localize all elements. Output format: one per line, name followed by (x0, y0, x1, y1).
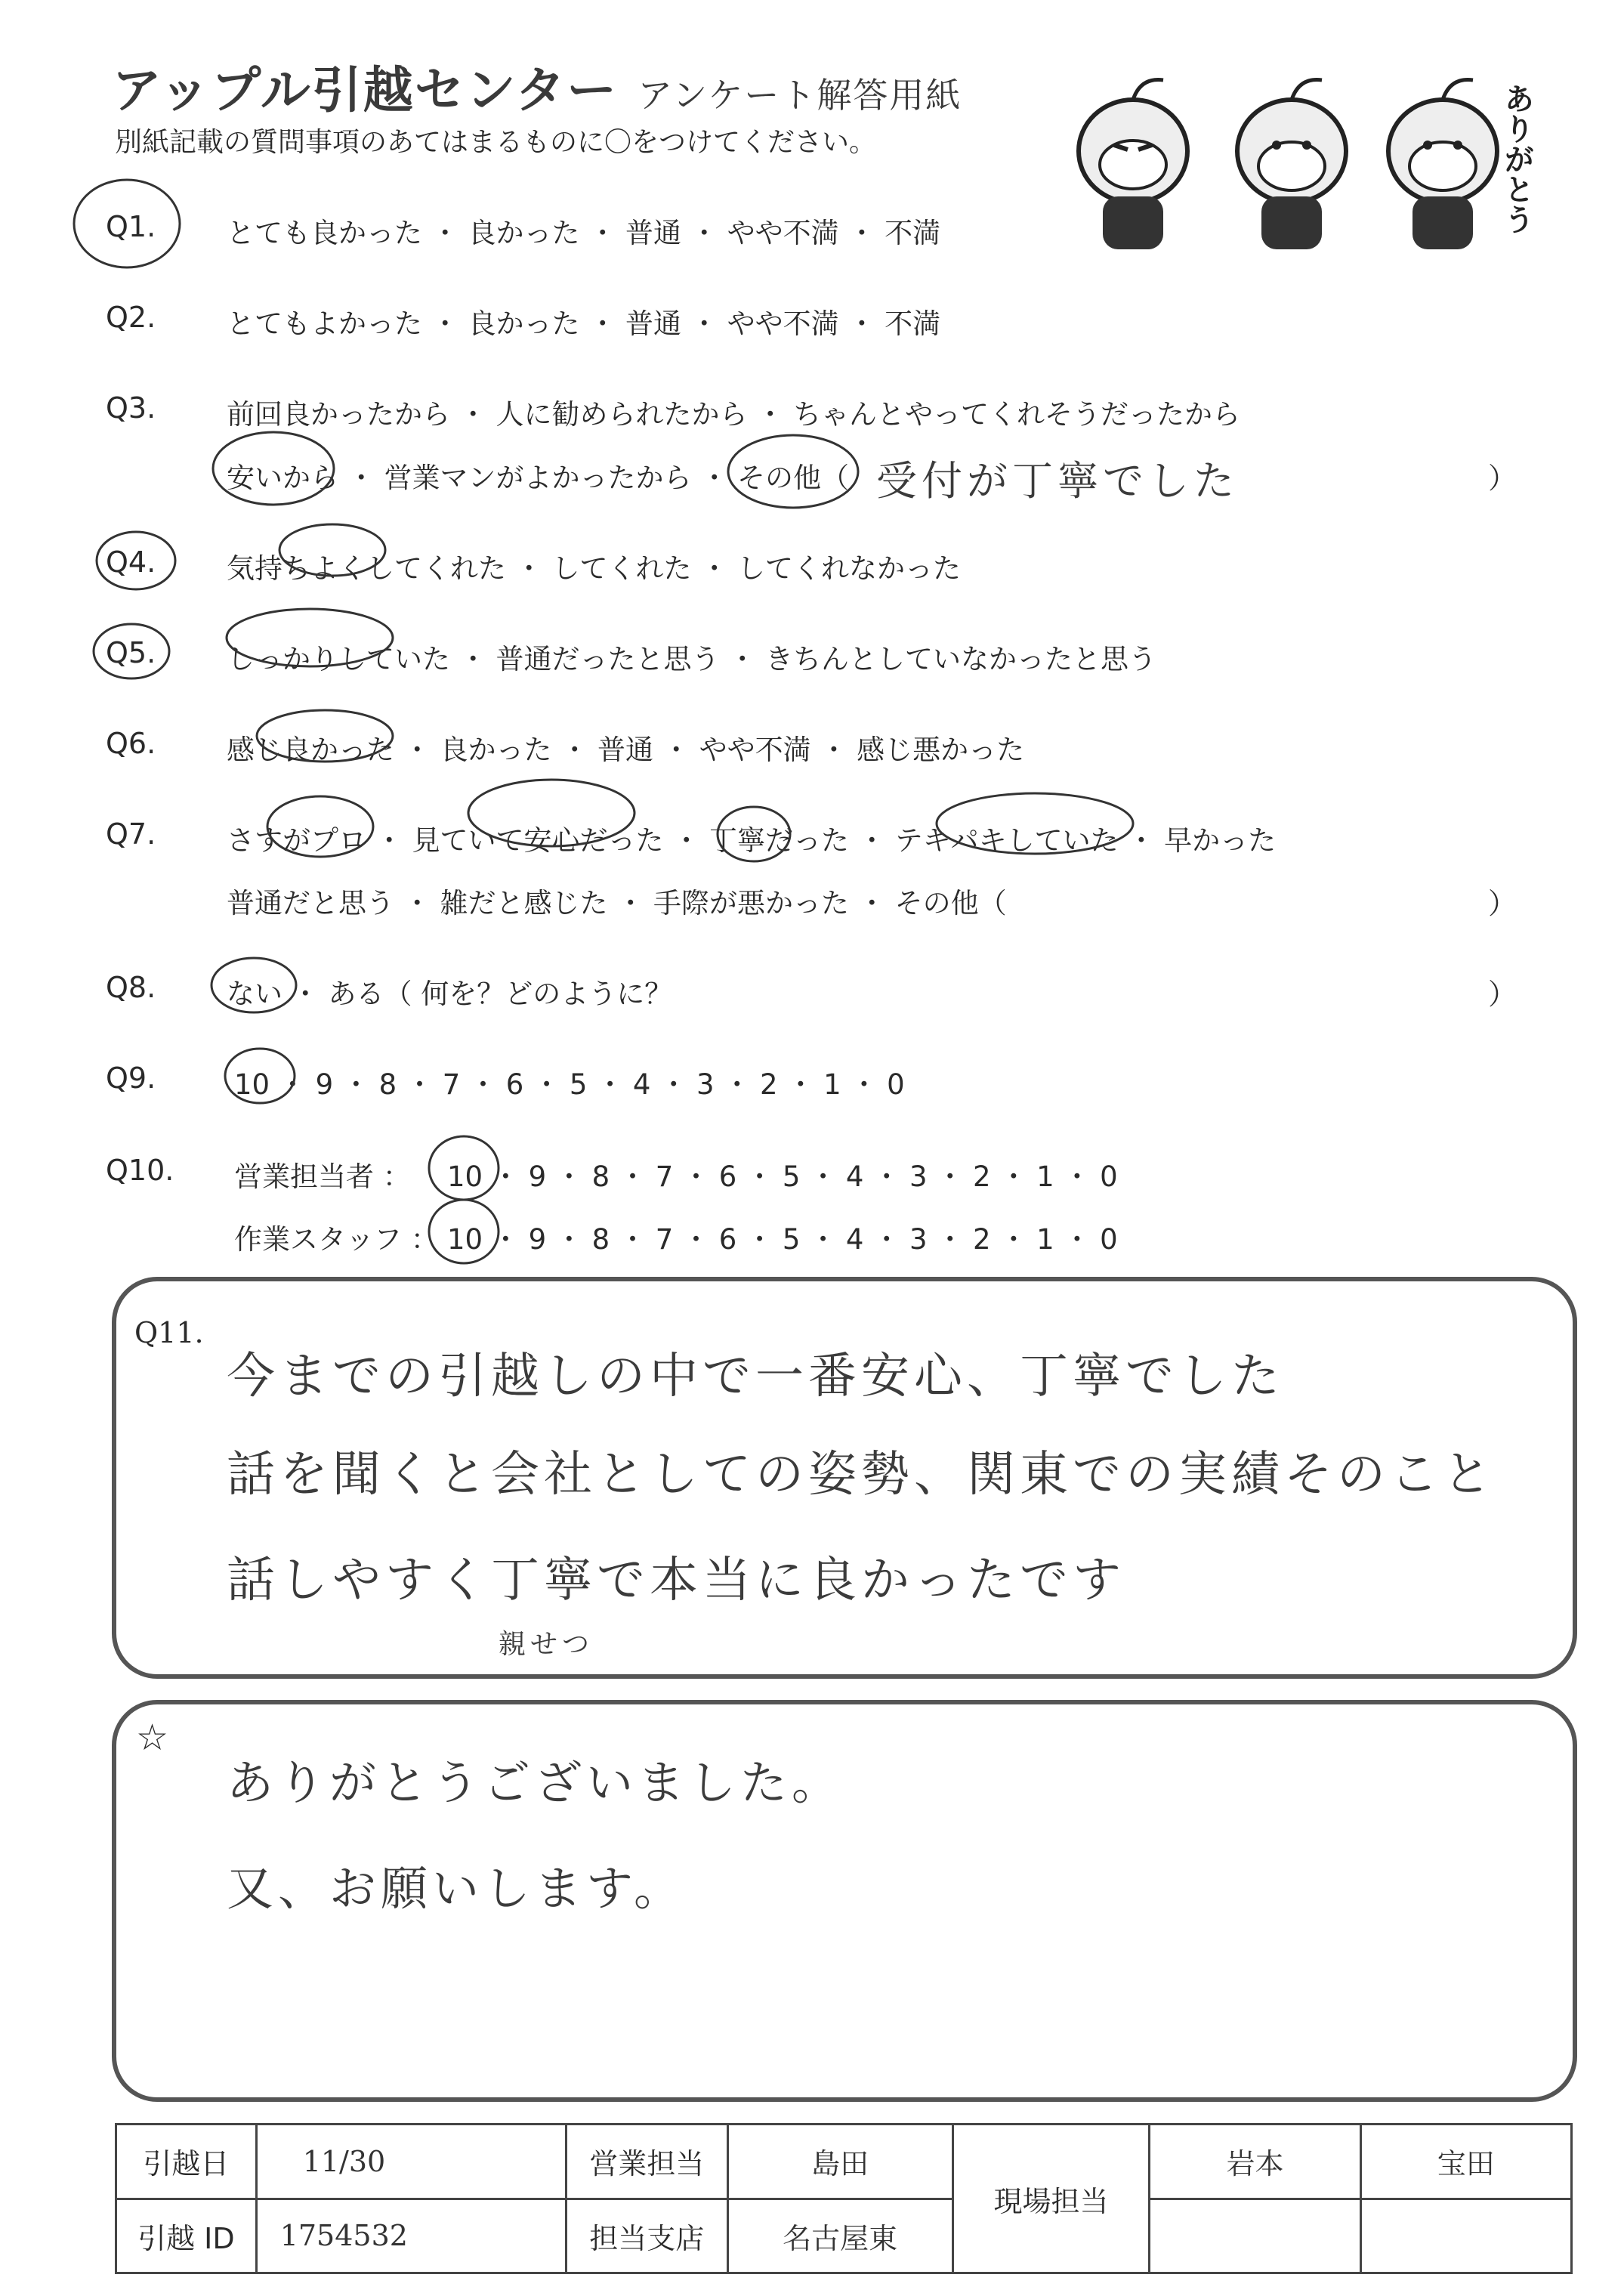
q10-staff-scale[interactable]: 10 ・ 9 ・ 8 ・ 7 ・ 6 ・ 5 ・ 4 ・ 3 ・ 2 ・ 1 ・ 0 (447, 1223, 1118, 1256)
q6-options[interactable]: 感じ良かった ・ 良かった ・ 普通 ・ やや不満 ・ 感じ悪かった (227, 734, 1025, 766)
move-date-label: 引越日 (116, 2125, 257, 2199)
q10-sales-scale[interactable]: 10 ・ 9 ・ 8 ・ 7 ・ 6 ・ 5 ・ 4 ・ 3 ・ 2 ・ 1 ・ 0 (447, 1160, 1118, 1193)
q3-selection-circle-cheap (213, 432, 334, 505)
q3-close-paren: ） (1488, 462, 1517, 495)
q6-number: Q6. (106, 727, 156, 760)
q3-options-line2[interactable]: 安いから ・ 営業マンがよかったから ・ その他（ (227, 462, 850, 494)
q7-number: Q7. (106, 817, 156, 851)
q5-number: Q5. (106, 636, 156, 669)
q7-selection-circle-pro (267, 796, 373, 857)
q11-annotation: 親せつ (499, 1629, 594, 1660)
site-staff-1: 岩本 (1150, 2125, 1360, 2199)
q8-options[interactable]: ない ・ ある（ 何を？どのように？ (227, 978, 673, 1010)
q7-selection-circle-efficient (937, 793, 1133, 854)
q6-selection-circle (257, 710, 393, 762)
q10-staff-selection-circle (429, 1200, 499, 1263)
q7-close-paren: ） (1488, 887, 1517, 920)
q8-close-paren: ） (1488, 978, 1517, 1011)
form-type: アンケート解答用紙 (638, 75, 962, 116)
q7-options-line2[interactable]: 普通だと思う ・ 雑だと感じた ・ 手際が悪かった ・ その他（ (227, 887, 1007, 919)
site-staff-2: 宝田 (1360, 2125, 1571, 2199)
q10-staff-label: 作業スタッフ ： (234, 1223, 439, 1256)
instruction-text: 別紙記載の質問事項のあてはまるものに〇をつけてください。 (115, 127, 877, 158)
sales-name: 島田 (727, 2125, 952, 2199)
q10-sales-selection-circle (429, 1136, 499, 1200)
q11-line-1: 今までの引越しの中で一番安心、丁寧でした (227, 1349, 1284, 1405)
star-line-1: ありがとうございました。 (227, 1755, 844, 1810)
q10-sales-label: 営業担当者 ： (234, 1160, 411, 1193)
company-name: アップル引越センター (112, 61, 619, 119)
move-info-table (115, 2123, 1573, 2274)
q4-options[interactable]: 気持ちよくしてくれた ・ してくれた ・ してくれなかった (227, 552, 962, 585)
q11-line-3: 話しやすく丁寧で本当に良かったです (227, 1553, 1125, 1608)
sales-label: 営業担当 (566, 2125, 727, 2199)
q4-number-circle (97, 532, 175, 589)
q5-options[interactable]: しっかりしていた ・ 普通だったと思う ・ きちんとしていなかったと思う (227, 643, 1157, 675)
site-label: 現場担当 (952, 2125, 1150, 2273)
q5-number-circle (94, 624, 169, 678)
q7-selection-circle-polite (718, 807, 790, 861)
q9-number: Q9. (106, 1062, 156, 1095)
q7-options-line1[interactable]: さすがプロ ・ 見ていて安心だった ・ 丁寧だった ・ テキパキしていた ・ 早かった (227, 824, 1277, 857)
q5-selection-circle (227, 609, 393, 666)
q3-selection-circle-other (728, 435, 858, 508)
q11-label: Q11. (134, 1316, 204, 1349)
q10-number: Q10. (106, 1154, 174, 1187)
move-id-label: 引越 ID (116, 2199, 257, 2273)
q8-selection-circle (211, 958, 296, 1012)
q3-number: Q3. (106, 391, 156, 425)
q4-number: Q4. (106, 545, 156, 579)
q1-number: Q1. (106, 210, 156, 243)
q1-selection-circle (74, 180, 180, 267)
thank-you-label: ありがとう (1499, 83, 1534, 234)
site-staff-1-extra (1150, 2199, 1360, 2273)
q2-number: Q2. (106, 301, 156, 334)
branch-label: 担当支店 (566, 2199, 727, 2273)
q3-other-handwriting: 受付が丁寧でした (876, 457, 1239, 505)
site-staff-2-extra (1360, 2199, 1571, 2273)
q2-options[interactable]: とてもよかった ・ 良かった ・ 普通 ・ やや不満 ・ 不満 (227, 307, 941, 340)
branch-name: 名古屋東 (727, 2199, 952, 2273)
move-id-value: 1754532 (256, 2199, 566, 2273)
star-line-2: 又、お願いします。 (227, 1861, 686, 1916)
q1-options[interactable]: とても良かった ・ 良かった ・ 普通 ・ やや不満 ・ 不満 (227, 217, 941, 249)
q9-selection-circle (225, 1049, 295, 1103)
q11-line-2: 話を聞くと会社としての姿勢、関東での実績そのこと (227, 1447, 1496, 1503)
q8-number: Q8. (106, 971, 156, 1004)
q9-scale[interactable]: 10 ・ 9 ・ 8 ・ 7 ・ 6 ・ 5 ・ 4 ・ 3 ・ 2 ・ 1 ・ 0 (234, 1068, 905, 1101)
move-date-value: 11/30 (256, 2125, 566, 2199)
q7-selection-circle-safe (468, 780, 634, 846)
q3-options-line1[interactable]: 前回良かったから ・ 人に勧められたから ・ ちゃんとやってくれそうだったから (227, 398, 1241, 431)
star-icon: ☆ (136, 1717, 169, 1759)
q4-selection-circle (279, 524, 385, 576)
